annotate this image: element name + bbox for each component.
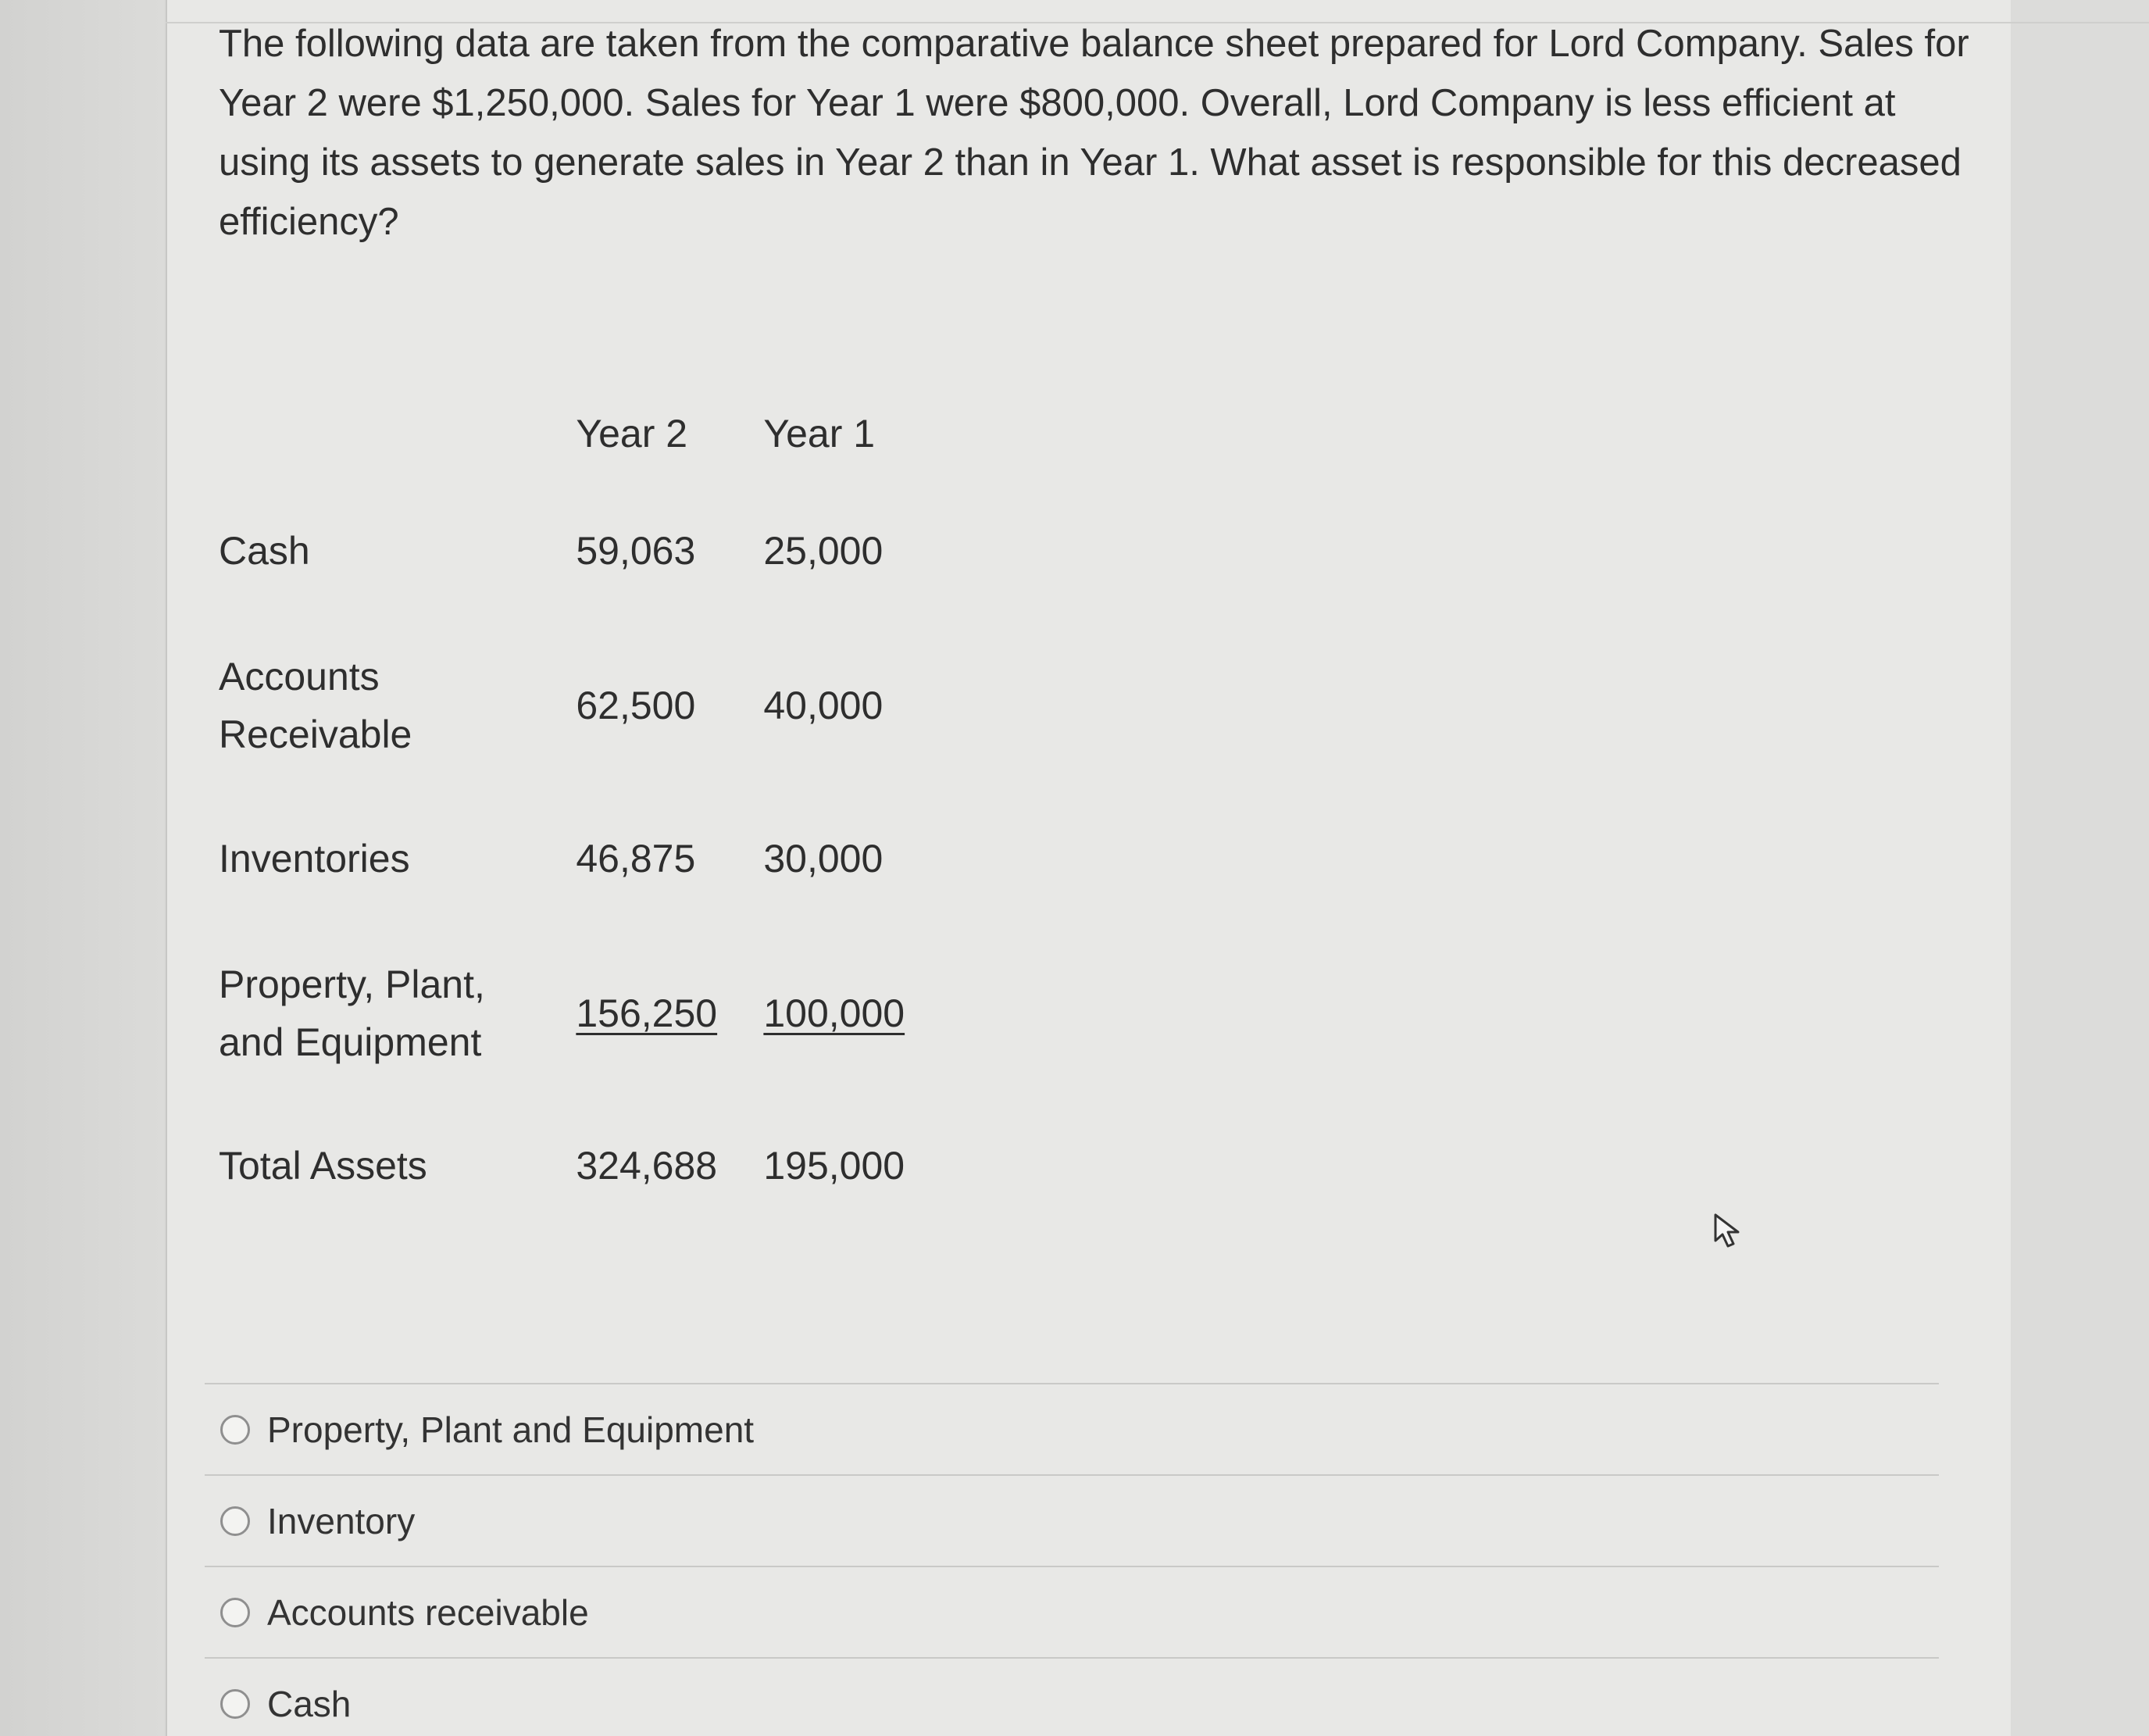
year-2-value <box>576 935 763 1091</box>
year-1-value: 195,000 <box>763 1144 905 1188</box>
option-label: Property, Plant and Equipment <box>267 1409 755 1450</box>
year-1-value <box>763 935 951 1091</box>
table-header-row <box>219 395 951 473</box>
row-label: Inventories <box>219 837 410 881</box>
year-1-value: 25,000 <box>763 529 884 573</box>
year-2-value: 62,500 <box>576 684 696 727</box>
option-label: Cash <box>267 1683 352 1724</box>
left-background <box>0 0 164 1736</box>
balance-sheet-table <box>219 395 951 1240</box>
option-label: Accounts receivable <box>267 1591 589 1633</box>
row-label: Property, Plant, and Equipment <box>219 963 485 1064</box>
year-2-value: 324,688 <box>576 1144 718 1188</box>
option-accounts-receivable[interactable] <box>205 1567 1939 1657</box>
radio-button[interactable] <box>220 1598 250 1627</box>
header-year-2: Year 2 <box>576 412 688 455</box>
year-2-value-text: 156,250 <box>576 991 718 1035</box>
table-row <box>219 473 951 629</box>
table-row <box>219 935 951 1091</box>
option-inventory[interactable] <box>205 1476 1939 1566</box>
table-row <box>219 629 951 782</box>
year-1-value: 40,000 <box>763 684 884 727</box>
header-label <box>219 395 576 473</box>
year-1-value: 30,000 <box>763 837 884 881</box>
radio-button[interactable] <box>220 1689 250 1719</box>
answer-options <box>205 1383 1939 1736</box>
header-year-1: Year 1 <box>763 412 876 455</box>
year-1-value-text: 100,000 <box>763 991 905 1035</box>
year-2-value: 46,875 <box>576 837 696 881</box>
option-label: Inventory <box>267 1500 416 1541</box>
row-label: Cash <box>219 529 310 573</box>
right-background <box>2011 0 2149 1736</box>
table-row <box>219 1091 951 1240</box>
radio-button[interactable] <box>220 1415 250 1445</box>
row-label: Accounts Receivable <box>219 655 412 756</box>
radio-button[interactable] <box>220 1506 250 1536</box>
option-cash[interactable] <box>205 1659 1939 1736</box>
question-text: The following data are taken from the comparative balance sheet prepared for Lord Company. Sales for Year 2 were $1,250,000. Sales for Year 1 were $800,000. Overall, Lord Company is less efficient at using its assets to generate sales in Year 2 than in Year 1. What asset is responsible for this decreased efficiency? <box>219 23 1969 243</box>
mouse-pointer-icon <box>1712 1213 1744 1248</box>
row-label: Total Assets <box>219 1144 427 1188</box>
option-property-plant-equipment[interactable] <box>205 1384 1939 1474</box>
year-2-value: 59,063 <box>576 529 696 573</box>
table-row <box>219 782 951 935</box>
